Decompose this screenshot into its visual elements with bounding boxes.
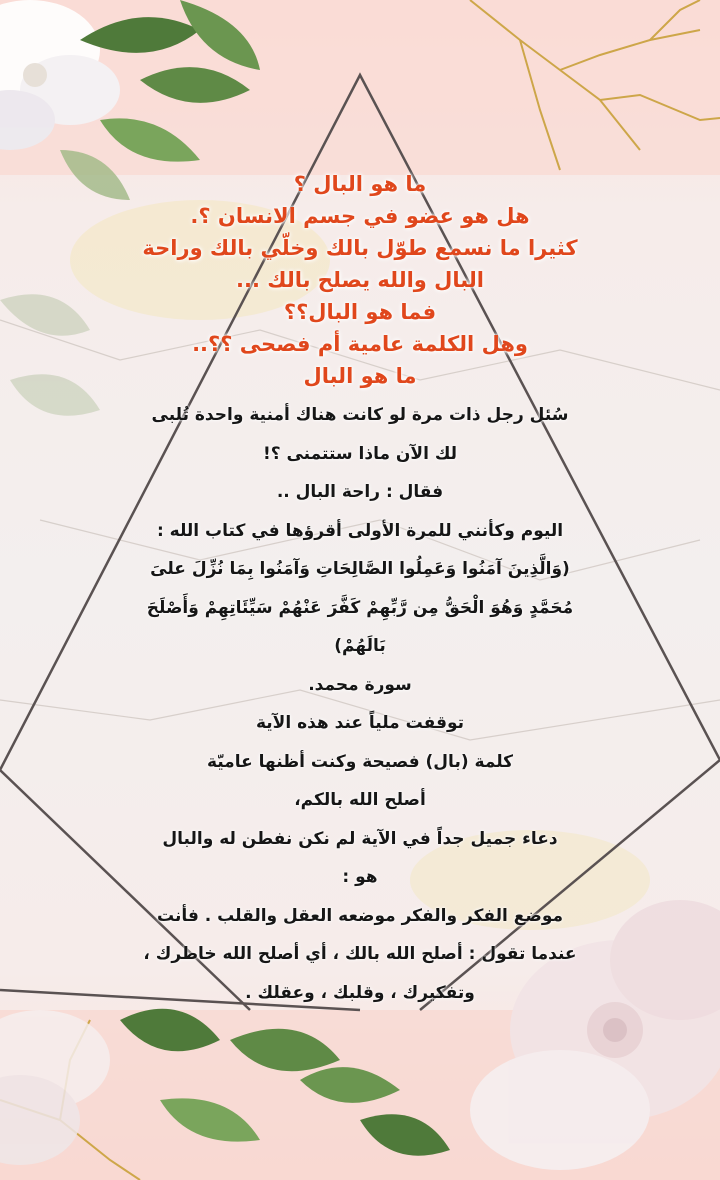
body-line: اليوم وكأنني للمرة الأولى أقرؤها في كتاب الله : bbox=[156, 520, 564, 541]
body-line: لك الآن ماذا ستتمنى ؟! bbox=[262, 443, 458, 464]
body-line: أصلح الله بالكم، bbox=[294, 790, 426, 810]
article bbox=[40, 168, 680, 1012]
heading-line: البال والله يصلح بالك ... bbox=[236, 268, 484, 292]
body-line: توقفت ملياً عند هذه الآية bbox=[255, 713, 465, 733]
body-line: سورة محمد. bbox=[308, 674, 412, 695]
body-line: وتفكيرك ، وقلبك ، وعقلك . bbox=[245, 982, 475, 1003]
body-line: هو : bbox=[342, 867, 378, 887]
body-line: عندما تقول : أصلح الله بالك ، أي أصلح الله خاطرك ، bbox=[143, 944, 577, 964]
heading-line: ما هو البال ؟ bbox=[293, 172, 427, 196]
body-text bbox=[40, 396, 680, 1012]
quran-verse-line: مُحَمَّدٍ وَهُوَ الْحَقُّ مِن رَّبِّهِمْ كَفَّرَ عَنْهُمْ سَيِّئَاتِهِمْ وَأَصْلَحَ bbox=[146, 597, 574, 618]
quran-verse-line: بَالَهُمْ) bbox=[334, 636, 386, 656]
question-heading bbox=[40, 168, 680, 392]
heading-line: ما هو البال bbox=[303, 364, 417, 388]
heading-line: كثيرا ما نسمع طوّل بالك وخلّي بالك وراحة bbox=[142, 236, 578, 260]
body-line: فقال : راحة البال .. bbox=[276, 482, 444, 502]
heading-line: وهل الكلمة عامية أم فصحى ؟؟.. bbox=[192, 332, 528, 356]
body-line: دعاء جميل جداً في الآية لم نكن نفطن له والبال bbox=[162, 828, 558, 849]
heading-line: هل هو عضو في جسم الانسان ؟. bbox=[190, 204, 530, 228]
quran-verse-line: (وَالَّذِينَ آمَنُوا وَعَمِلُوا الصَّالِحَاتِ وَآمَنُوا بِمَا نُزِّلَ علىَ bbox=[150, 559, 570, 579]
body-line: كلمة (بال) فصيحة وكنت أظنها عاميّة bbox=[206, 751, 514, 772]
heading-line: فما هو البال؟؟ bbox=[283, 300, 437, 324]
body-line: موضع الفكر والفكر موضعه العقل والقلب . فأنت bbox=[156, 905, 564, 926]
body-line: سُئل رجل ذات مرة لو كانت هناك أمنية واحدة تُلبى bbox=[151, 405, 569, 425]
